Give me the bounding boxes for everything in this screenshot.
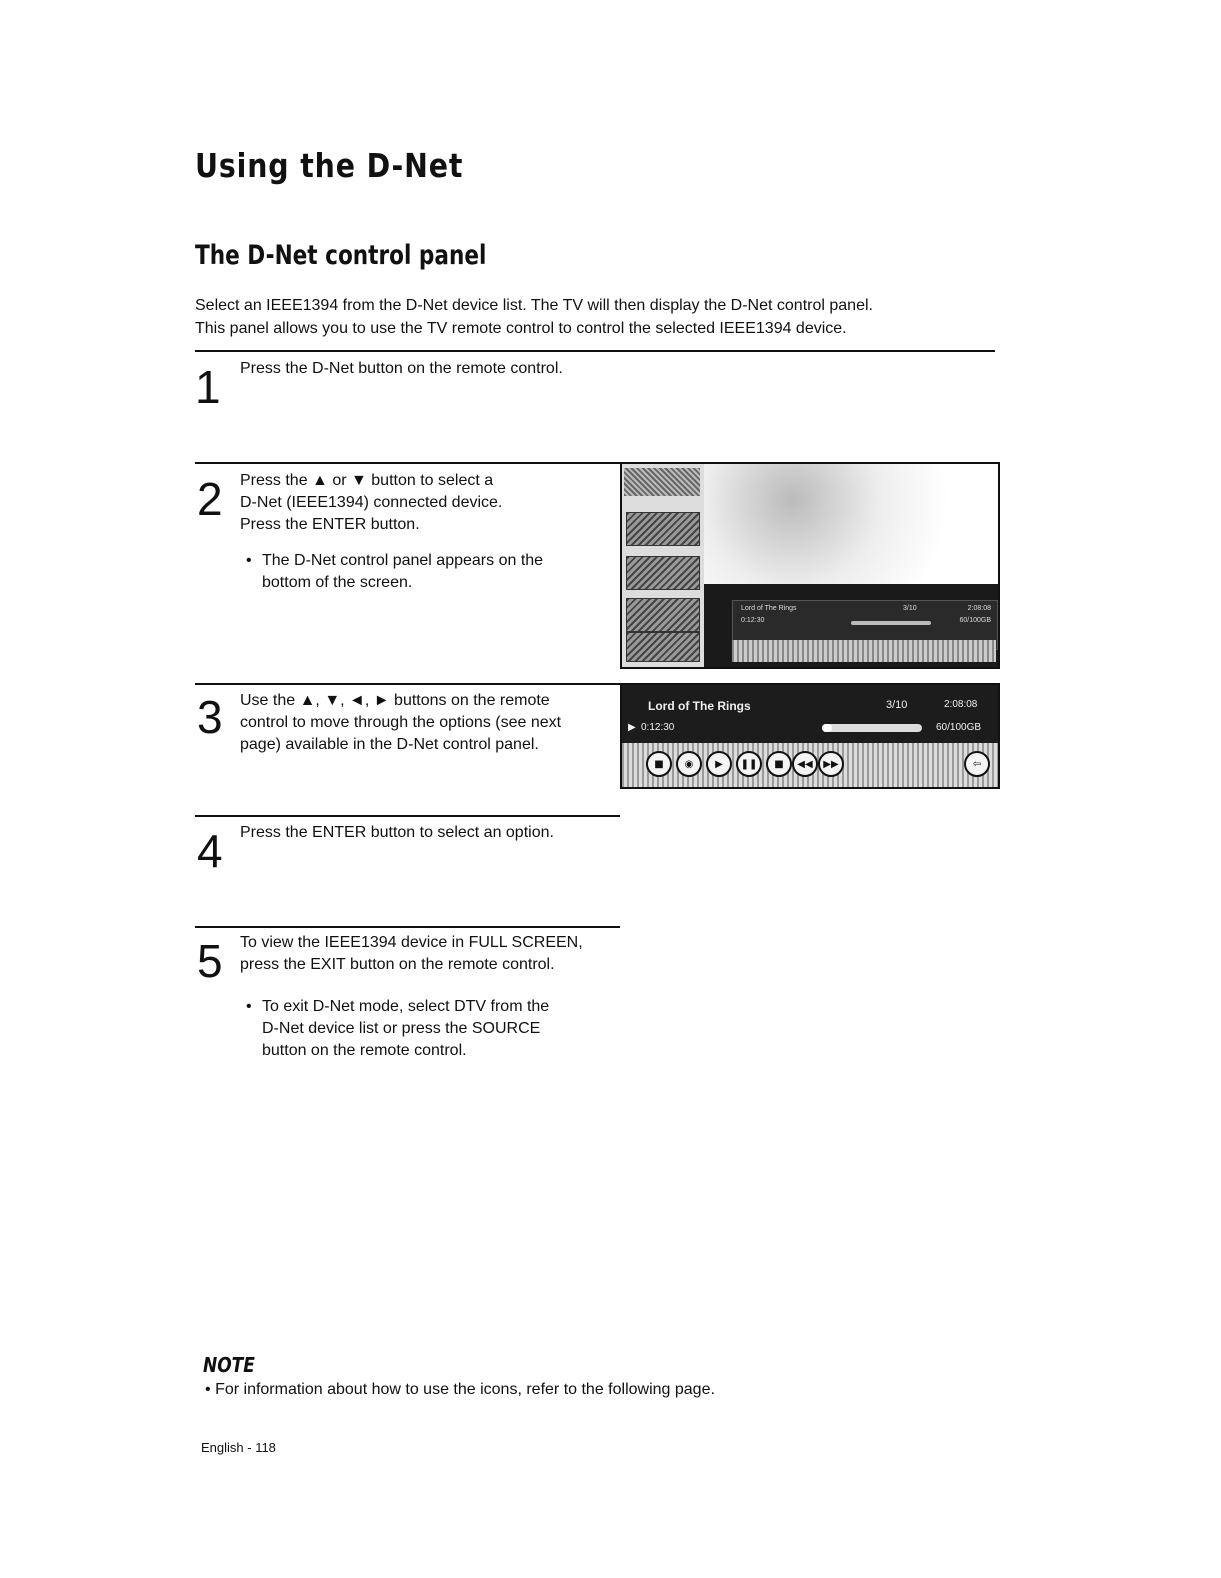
mini-capacity: 60/100GB: [959, 617, 991, 624]
bullet-line: The D-Net control panel appears on the: [262, 552, 544, 569]
divider: [195, 815, 620, 817]
bullet-item: [240, 996, 620, 1062]
device-thumbnail: [626, 598, 700, 632]
step-line: D-Net (IEEE1394) connected device.: [240, 494, 503, 511]
note-text: [205, 1379, 715, 1401]
elapsed-time: 0:12:30: [641, 722, 675, 733]
step-line: control to move through the options (see next: [240, 714, 562, 731]
step-line: page) available in the D-Net control panel.: [240, 736, 539, 753]
bullet-line: bottom of the screen.: [262, 574, 413, 591]
play-triangle-icon: ▶: [628, 722, 636, 733]
bullet-item: [240, 550, 600, 594]
page-footer: English - 118: [201, 1440, 276, 1455]
disk-capacity: 60/100GB: [936, 722, 982, 733]
step-1-text: [240, 358, 563, 380]
device-thumbnail: [626, 632, 700, 662]
progress-fill: [822, 724, 832, 732]
device-thumbnail: [626, 512, 700, 546]
mini-duration: 2:08:08: [967, 605, 991, 612]
control-panel-info: [622, 685, 998, 743]
divider: [195, 350, 995, 352]
stop-icon[interactable]: ■: [646, 751, 672, 777]
tv-screen-image: [620, 462, 1000, 669]
step-number: 1: [195, 361, 221, 413]
mini-progress-bar: [851, 621, 931, 625]
section-title: The D-Net control panel: [195, 240, 487, 271]
note-title: NOTE: [203, 1353, 255, 1377]
bullet-glyph: •: [205, 1381, 211, 1398]
divider: [195, 462, 620, 464]
step-line: Press the ENTER button.: [240, 516, 420, 533]
bullet-glyph: •: [246, 552, 252, 569]
media-title: Lord of The Rings: [648, 699, 751, 713]
divider: [195, 683, 620, 685]
step-4-text: [240, 822, 554, 844]
mini-track: 3/10: [903, 605, 917, 612]
device-list-sidebar: [622, 464, 704, 667]
dnet-logo: [624, 468, 700, 496]
page-title: Using the D-Net: [195, 146, 464, 185]
step-line: To view the IEEE1394 device in FULL SCREEN,: [240, 934, 583, 951]
rewind-icon[interactable]: ◀◀: [792, 751, 818, 777]
step-2-text: [240, 470, 600, 594]
divider: [195, 926, 620, 928]
intro-line-2: This panel allows you to use the TV remote control to control the selected IEEE1394 device.: [195, 320, 847, 337]
step-line: Press the ▲ or ▼ button to select a: [240, 472, 494, 489]
exit-icon[interactable]: ⇦: [964, 751, 990, 777]
bullet-glyph: •: [246, 998, 252, 1015]
control-panel-image: [620, 683, 1000, 789]
step-number: 4: [197, 825, 223, 877]
device-thumbnail: [626, 556, 700, 590]
stop-icon[interactable]: ■: [766, 751, 792, 777]
bullet-line: To exit D-Net mode, select DTV from the: [262, 998, 550, 1015]
play-icon[interactable]: ▶: [706, 751, 732, 777]
bullet-line: button on the remote control.: [262, 1042, 467, 1059]
mini-elapsed: 0:12:30: [741, 617, 765, 624]
step-5-text: [240, 932, 620, 1062]
mini-icons-row: [732, 640, 996, 662]
step-line: press the EXIT button on the remote control.: [240, 956, 555, 973]
note-line: For information about how to use the icons, refer to the following page.: [215, 1381, 715, 1398]
step-number: 3: [197, 691, 223, 743]
pause-icon[interactable]: ❚❚: [736, 751, 762, 777]
step-3-text: [240, 690, 610, 756]
step-line: Press the D-Net button on the remote control.: [240, 360, 563, 377]
bullet-line: D-Net device list or press the SOURCE: [262, 1020, 541, 1037]
intro-paragraph: [195, 294, 995, 340]
record-icon[interactable]: ◉: [676, 751, 702, 777]
step-number: 2: [197, 473, 223, 525]
total-duration: 2:08:08: [944, 699, 978, 710]
track-counter: 3/10: [886, 699, 908, 711]
step-number: 5: [197, 935, 223, 987]
fast-forward-icon[interactable]: ▶▶: [818, 751, 844, 777]
video-background: [704, 464, 998, 584]
mini-title: Lord of The Rings: [741, 605, 797, 612]
step-line: Press the ENTER button to select an option.: [240, 824, 554, 841]
intro-line-1: Select an IEEE1394 from the D-Net device list. The TV will then display the D-Net control panel.: [195, 297, 873, 314]
step-line: Use the ▲, ▼, ◄, ► buttons on the remote: [240, 692, 550, 709]
progress-bar: [822, 724, 922, 732]
